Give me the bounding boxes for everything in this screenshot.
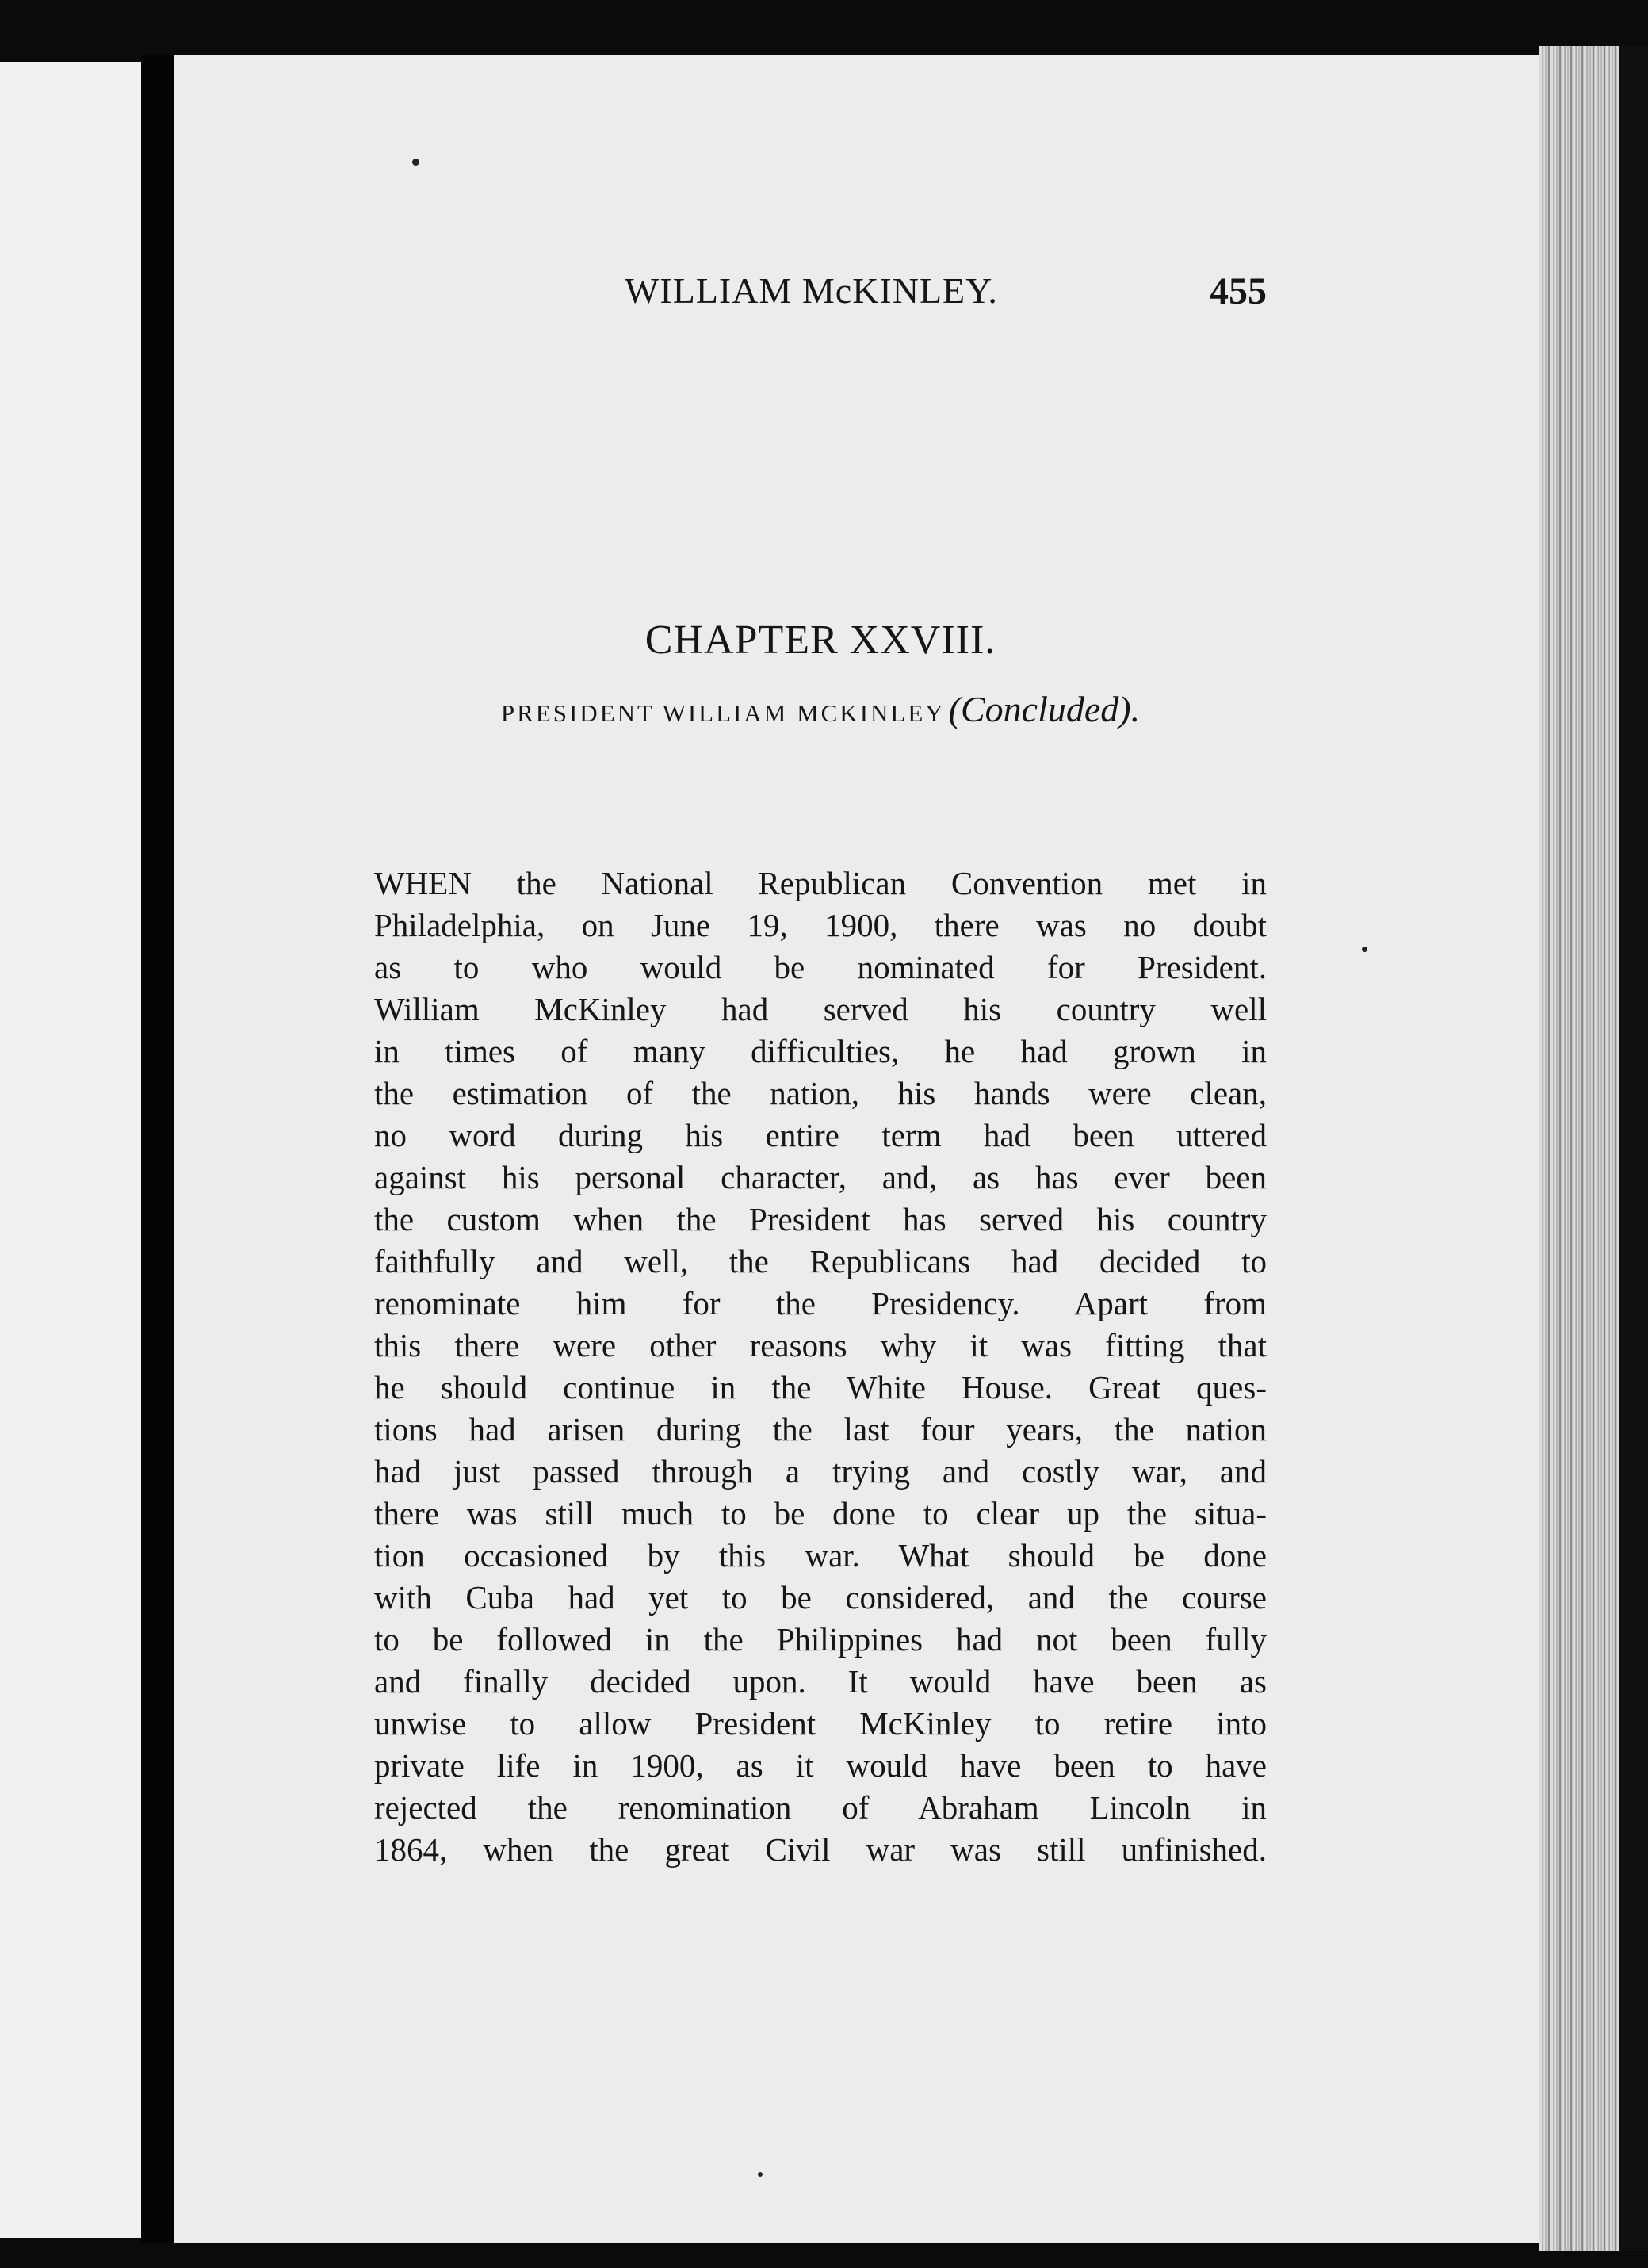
book-gutter: [141, 55, 174, 2243]
text-line: faithfully and well, the Republicans had decided to: [374, 1243, 1267, 1279]
chapter-subtitle: [373, 688, 1268, 730]
text-line: rejected the renomination of Abraham Lincoln in: [374, 1789, 1267, 1826]
left-page-edge: [0, 62, 141, 2238]
text-line: he should continue in the White House. Great ques-: [374, 1369, 1267, 1406]
body-paragraph: [374, 862, 1267, 1871]
text-line: to be followed in the Philippines had not been fully: [374, 1621, 1267, 1658]
running-head: [452, 270, 1268, 317]
text-line: the estimation of the nation, his hands were clean,: [374, 1075, 1267, 1111]
text-line: in times of many difficulties, he had grown in: [374, 1033, 1267, 1069]
text-line: unwise to allow President McKinley to retire into: [374, 1705, 1267, 1742]
text-line: with Cuba had yet to be considered, and the course: [374, 1579, 1267, 1616]
text-line: William McKinley had served his country well: [374, 991, 1267, 1027]
text-line: this there were other reasons why it was fitting that: [374, 1327, 1267, 1363]
ink-speck: [1362, 947, 1367, 952]
ink-speck: [758, 2172, 763, 2177]
text-line: as to who would be nominated for President.: [374, 949, 1267, 985]
text-line: Philadelphia, on June 19, 1900, there was no doubt: [374, 907, 1267, 943]
text-line: the custom when the President has served his country: [374, 1201, 1267, 1237]
text-line: and finally decided upon. It would have been as: [374, 1663, 1267, 1700]
running-title: WILLIAM McKINLEY.: [625, 270, 998, 311]
chapter-subtitle-caps: PRESIDENT WILLIAM MCKINLEY: [500, 699, 946, 727]
text-line: no word during his entire term had been uttered: [374, 1117, 1267, 1153]
text-line: had just passed through a trying and costly war, and: [374, 1453, 1267, 1490]
page-stack-edge: [1539, 46, 1619, 2251]
ink-speck: [412, 159, 419, 166]
chapter-title: CHAPTER XXVIII.: [644, 618, 996, 663]
chapter-subtitle-italic: (Concluded).: [948, 689, 1141, 729]
text-line: renominate him for the Presidency. Apart from: [374, 1285, 1267, 1321]
text-line: there was still much to be done to clear up the situa-: [374, 1495, 1267, 1532]
text-line: 1864, when the great Civil war was still unfinished.: [374, 1831, 1267, 1868]
text-line: against his personal character, and, as has ever been: [374, 1159, 1267, 1195]
text-line: tion occasioned by this war. What should be done: [374, 1537, 1267, 1574]
scan-border: [1619, 46, 1648, 2251]
text-line: tions had arisen during the last four years, the nation: [374, 1411, 1267, 1448]
text-line: WHEN the National Republican Convention met in: [374, 865, 1267, 901]
text-line: private life in 1900, as it would have been to have: [374, 1747, 1267, 1784]
page-number: 455: [1210, 270, 1267, 312]
